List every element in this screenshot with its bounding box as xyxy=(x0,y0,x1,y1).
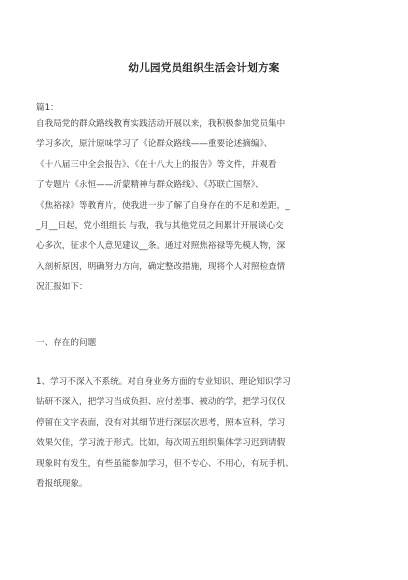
paragraph-line: 看报纸现象。 xyxy=(36,478,88,489)
paragraph-line: 心多次，征求个人意见建议__条。通过对照焦裕禄等先模人物，深 xyxy=(36,241,286,252)
paragraph-line: 《十八届三中全会报告》、《在十八大上的报告》等文件，并观看 xyxy=(36,159,277,170)
paragraph-line: 1、学习不深入不系统。对自身业务方面的专业知识、理论知识学习 xyxy=(36,377,291,387)
paragraph-line: 《焦裕禄》等教育片，使我进一步了解了自身存在的不足和差距，_ xyxy=(36,200,290,211)
paragraph-line: _月__日起，党小组组长 与我，我与其他党员之间累计开展谈心交 xyxy=(36,220,284,231)
paragraph-line: 况汇报如下： xyxy=(36,282,88,293)
paragraph-line: 现象时有发生，有些虽能参加学习，但不专心、不用心，有玩手机、 xyxy=(36,458,294,469)
paragraph-line: 了专题片《永恒——沂蒙精神与群众路线》、《苏联亡国祭》、 xyxy=(36,180,264,191)
section-label: 篇1： xyxy=(36,103,59,113)
paragraph-line: 自我局党的群众路线教育实践活动开展以来，我积极参加党员集中 xyxy=(36,119,286,129)
paragraph-line: 效果欠佳，学习流于形式。比如，每次周五组织集体学习迟到请假 xyxy=(36,438,286,449)
paragraph-line: 学习多次，原汁原味学习了《论群众路线——重要论述摘编》、 xyxy=(36,139,273,150)
document-title: 幼儿园党员组织生活会计划方案 xyxy=(128,62,280,74)
paragraph-intro xyxy=(36,114,376,298)
paragraph-line: 停留在文字表面，没有对其细节进行深层次思考，照本宣科，学习 xyxy=(36,417,286,428)
paragraph-line: 钻研不深入，把学习当成负担、应付差事、被动的学，把学习仅仅 xyxy=(36,397,286,408)
section-heading: 一、存在的问题 xyxy=(36,338,97,348)
paragraph-line: 入剖析原因，明确努力方向，确定整改措施，现将个人对照检查情 xyxy=(36,261,286,272)
paragraph-problems xyxy=(36,372,376,494)
